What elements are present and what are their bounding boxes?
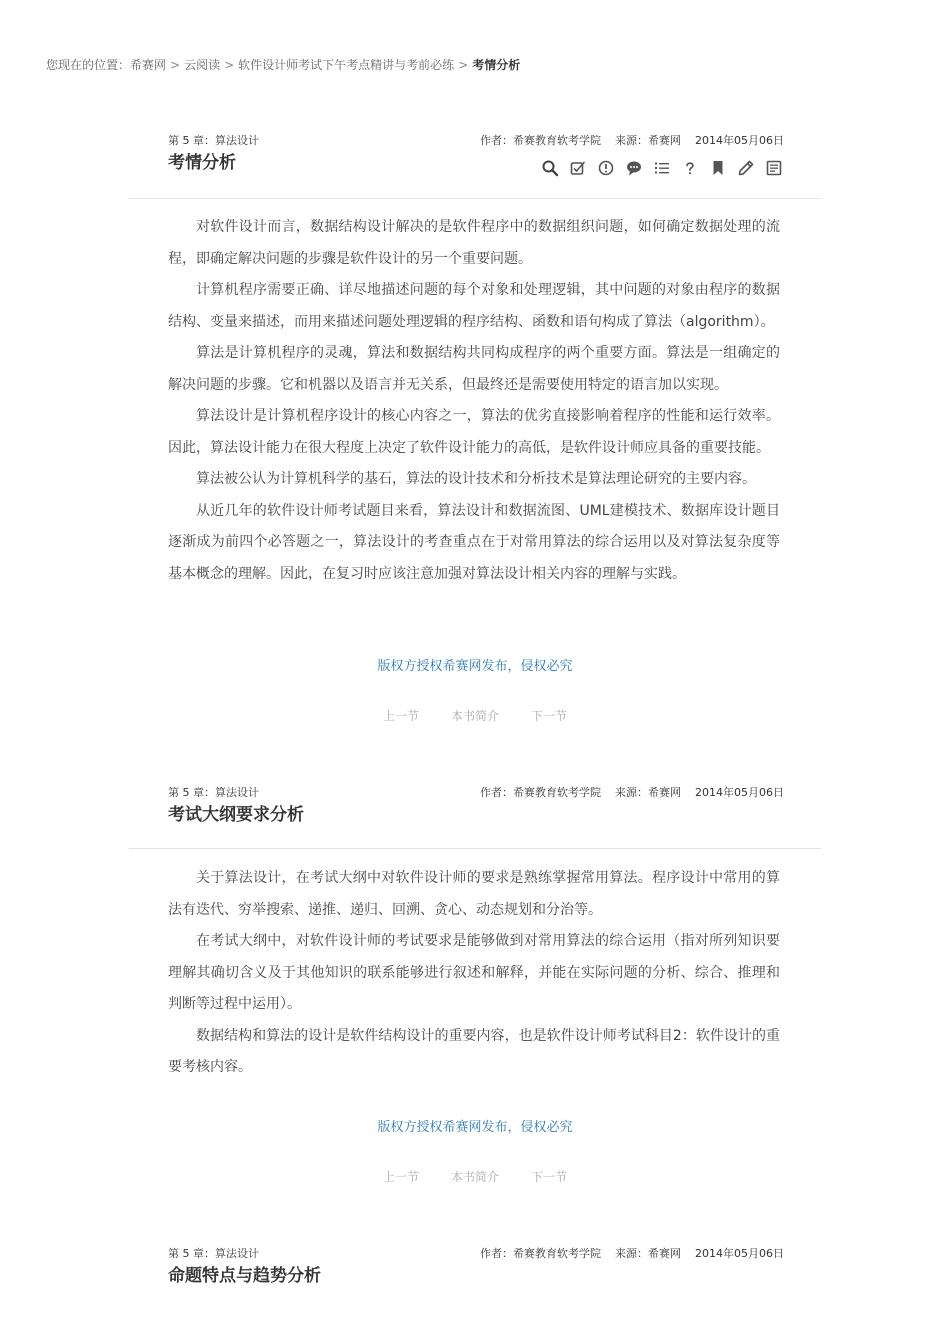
prev-section-link[interactable]: 上一节 — [382, 709, 419, 723]
paragraph: 算法设计是计算机程序设计的核心内容之一，算法的优劣直接影响着程序的性能和运行效率。因此，算法设计能力在很大程度上决定了软件设计能力的高低，是软件设计师应具备的重要技能。 — [168, 408, 780, 456]
pager — [0, 1169, 950, 1185]
source: 来源：希赛网 — [615, 1247, 681, 1260]
section-divider — [129, 198, 821, 199]
source: 来源：希赛网 — [615, 134, 681, 147]
breadcrumb — [46, 57, 520, 73]
breadcrumb-link-book[interactable]: 软件设计师考试下午考点精讲与考前必练 — [238, 58, 455, 72]
next-section-link[interactable]: 下一节 — [531, 709, 568, 723]
next-section-link[interactable]: 下一节 — [531, 1170, 568, 1184]
article-body — [168, 863, 780, 1084]
section-title: 考试大纲要求分析 — [168, 805, 304, 825]
reading-toolbar — [540, 158, 784, 178]
article-meta — [480, 134, 784, 148]
breadcrumb-separator: > — [458, 58, 469, 72]
book-intro-link[interactable]: 本书简介 — [450, 709, 499, 723]
list-icon[interactable] — [652, 158, 672, 178]
paragraph: 算法被公认为计算机科学的基石，算法的设计技术和分析技术是算法理论研究的主要内容。 — [196, 471, 756, 487]
paragraph: 关于算法设计，在考试大纲中对软件设计师的要求是熟练掌握常用算法。程序设计中常用的算法有迭代、穷举搜索、递推、递归、回溯、贪心、动态规划和分治等。 — [168, 870, 780, 918]
alert-icon[interactable] — [596, 158, 616, 178]
check-note-icon[interactable] — [568, 158, 588, 178]
breadcrumb-separator: > — [170, 58, 181, 72]
breadcrumb-link-cloud-read[interactable]: 云阅读 — [184, 58, 221, 72]
notes-icon[interactable] — [764, 158, 784, 178]
comment-icon[interactable] — [624, 158, 644, 178]
chapter-label: 第 5 章：算法设计 — [168, 134, 259, 147]
section-title: 考情分析 — [168, 153, 236, 173]
prev-section-link[interactable]: 上一节 — [382, 1170, 419, 1184]
author: 作者：希赛教育软考学院 — [480, 786, 601, 799]
chapter-label: 第 5 章：算法设计 — [168, 786, 259, 799]
pager — [0, 708, 950, 724]
section-divider — [129, 848, 821, 849]
author: 作者：希赛教育软考学院 — [480, 1247, 601, 1260]
bookmark-icon[interactable] — [708, 158, 728, 178]
section-title: 命题特点与趋势分析 — [168, 1266, 321, 1286]
help-icon[interactable] — [680, 158, 700, 178]
publish-date: 2014年05月06日 — [695, 786, 784, 799]
paragraph: 从近几年的软件设计师考试题目来看，算法设计和数据流图、UML建模技术、数据库设计题目逐渐成为前四个必答题之一，算法设计的考查重点在于对常用算法的综合运用以及对算法复杂度等基本概念的理解。因此，在复习时应该注意加强对算法设计相关内容的理解与实践。 — [168, 502, 780, 582]
copyright-notice: 版权方授权希赛网发布，侵权必究 — [377, 1120, 573, 1135]
copyright-notice: 版权方授权希赛网发布，侵权必究 — [377, 659, 573, 674]
breadcrumb-current: 考情分析 — [472, 58, 521, 72]
chapter-label: 第 5 章：算法设计 — [168, 1247, 259, 1260]
publish-date: 2014年05月06日 — [695, 134, 784, 147]
breadcrumb-prefix: 您现在的位置： — [46, 58, 131, 72]
paragraph: 算法是计算机程序的灵魂，算法和数据结构共同构成程序的两个重要方面。算法是一组确定的解决问题的步骤。它和机器以及语言并无关系，但最终还是需要使用特定的语言加以实现。 — [168, 345, 780, 393]
paragraph: 在考试大纲中，对软件设计师的考试要求是能够做到对常用算法的综合运用（指对所列知识要理解其确切含义及于其他知识的联系能够进行叙述和解释，并能在实际问题的分析、综合、推理和判断等过程中运用）。 — [168, 933, 780, 1012]
book-intro-link[interactable]: 本书简介 — [450, 1170, 499, 1184]
publish-date: 2014年05月06日 — [695, 1247, 784, 1260]
article-body — [168, 212, 780, 590]
paragraph: 数据结构和算法的设计是软件结构设计的重要内容，也是软件设计师考试科目2：软件设计的重要考核内容。 — [168, 1027, 780, 1075]
breadcrumb-link-home[interactable]: 希赛网 — [130, 58, 167, 72]
article-meta — [480, 1247, 784, 1261]
paragraph: 计算机程序需要正确、详尽地描述问题的每个对象和处理逻辑，其中问题的对象由程序的数据结构、变量来描述，而用来描述问题处理逻辑的程序结构、函数和语句构成了算法（algorithm）。 — [168, 282, 780, 330]
author: 作者：希赛教育软考学院 — [480, 134, 601, 147]
article-meta — [480, 786, 784, 800]
search-icon[interactable] — [540, 158, 560, 178]
source: 来源：希赛网 — [615, 786, 681, 799]
breadcrumb-separator: > — [224, 58, 235, 72]
pencil-icon[interactable] — [736, 158, 756, 178]
paragraph: 对软件设计而言，数据结构设计解决的是软件程序中的数据组织问题，如何确定数据处理的流程，即确定解决问题的步骤是软件设计的另一个重要问题。 — [168, 219, 780, 267]
